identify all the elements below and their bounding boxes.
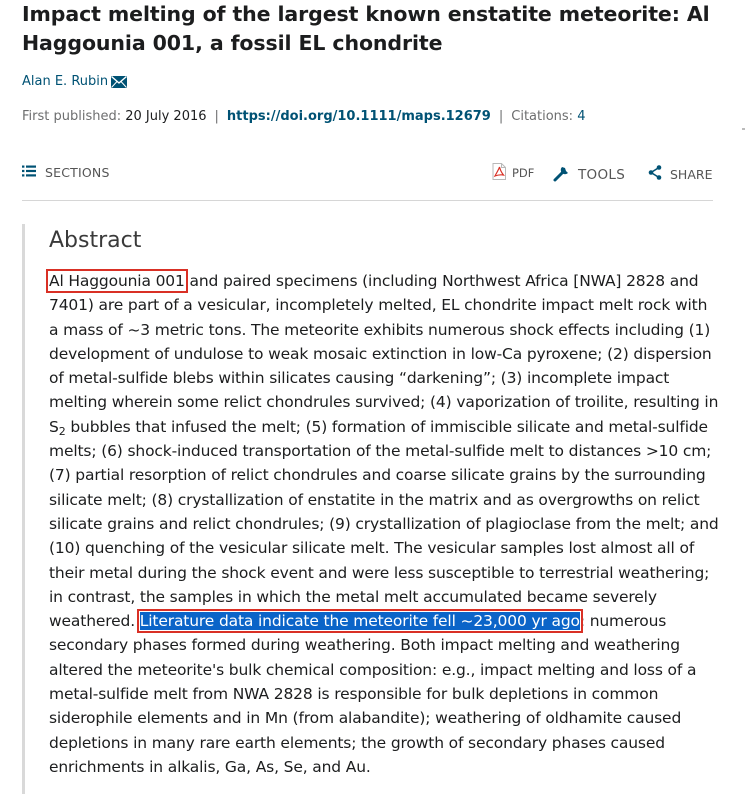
selected-text[interactable]: Literature data indicate the meteorite fell ~23,000 yr ago — [139, 612, 580, 631]
citations-count-link[interactable]: 4 — [577, 109, 586, 124]
abstract-text-part-1: and paired specimens (including Northwest Africa [NWA] 2828 and 7401) are part of a vesicular, incompletely melted, EL chondrite impact melt rock with a mass of ~3 metric tons. The meteorite exhibits numerous shock effects including (1) development of undulose to weak mosaic extinction in low-Ca pyroxene; (2) dispersion of metal-sulfide blebs within silicates causing “darkening”; (3) incomplete impact melting wherein some relict chondrules survived; (4) vaporization of troilite, resulting in S — [49, 272, 719, 436]
toolbar-divider — [22, 200, 713, 201]
abstract-body[interactable] — [49, 269, 719, 779]
subscript: 2 — [58, 424, 66, 438]
pdf-button[interactable] — [492, 163, 534, 183]
author-line — [22, 74, 127, 89]
tools-label: TOOLS — [578, 167, 626, 183]
separator: | — [214, 109, 219, 124]
share-label: SHARE — [670, 166, 713, 182]
author-name[interactable]: Alan E. Rubin — [22, 74, 109, 89]
wrench-icon — [552, 163, 572, 187]
article-toolbar — [22, 165, 713, 185]
highlighted-term: Al Haggounia 001 — [49, 272, 185, 290]
abstract-text-part-2: bubbles that infused the melt; (5) formation of immiscible silicate and metal-sulfide melts; (6) shock-induced transportation of the metal-sulfide melt to distances >10 cm; (7) partial resorption of relict chondrules and coarse silicate grains by the surrounding silicate melt; (8) crystallization of enstatite in the matrix and as overgrowths on relict silicate grains and relict chondrules; (9) crystallization of plagioclase from the melt; and (10) quenching of the vesicular silicate melt. The vesicular samples lost almost all of their metal during the shock event and were less susceptible to terrestrial weathering; in contrast, the samples in which the metal melt accumulated became severely weathered. — [49, 417, 719, 631]
abstract-section — [22, 224, 719, 794]
pdf-icon — [492, 163, 506, 183]
share-icon — [648, 165, 662, 183]
share-button[interactable] — [648, 165, 712, 183]
abstract-heading: Abstract — [49, 228, 142, 253]
envelope-icon[interactable] — [111, 76, 127, 88]
separator: | — [498, 109, 504, 124]
tools-button[interactable] — [552, 163, 625, 187]
list-icon — [22, 165, 36, 180]
citations-label: Citations: — [511, 109, 574, 124]
abstract-text-part-3: ; numerous secondary phases formed during weathering. Both impact melting and weathering altered the meteorite's bulk chemical composition: e.g., impact melting and loss of a metal-sulfide melt from NWA 2828 is responsible for bulk depletions in common siderophile elements and in Mn (from alabandite); weathering of oldhamite caused depletions in many rare earth elements; the growth of secondary phases caused enrichments in alkalis, Ga, As, Se, and Au. — [49, 612, 697, 776]
article-title: Impact melting of the largest known enstatite meteorite: Al Haggounia 001, a fossil EL chondrite — [22, 2, 710, 55]
first-published-date: 20 July 2016 — [125, 109, 207, 124]
sections-button[interactable] — [22, 165, 110, 180]
sections-label: SECTIONS — [45, 165, 110, 180]
first-published-label: First published: — [22, 109, 122, 124]
doi-link[interactable]: https://doi.org/10.1111/maps.12679 — [226, 109, 491, 124]
publication-meta — [22, 109, 585, 124]
pdf-label: PDF — [512, 166, 535, 180]
